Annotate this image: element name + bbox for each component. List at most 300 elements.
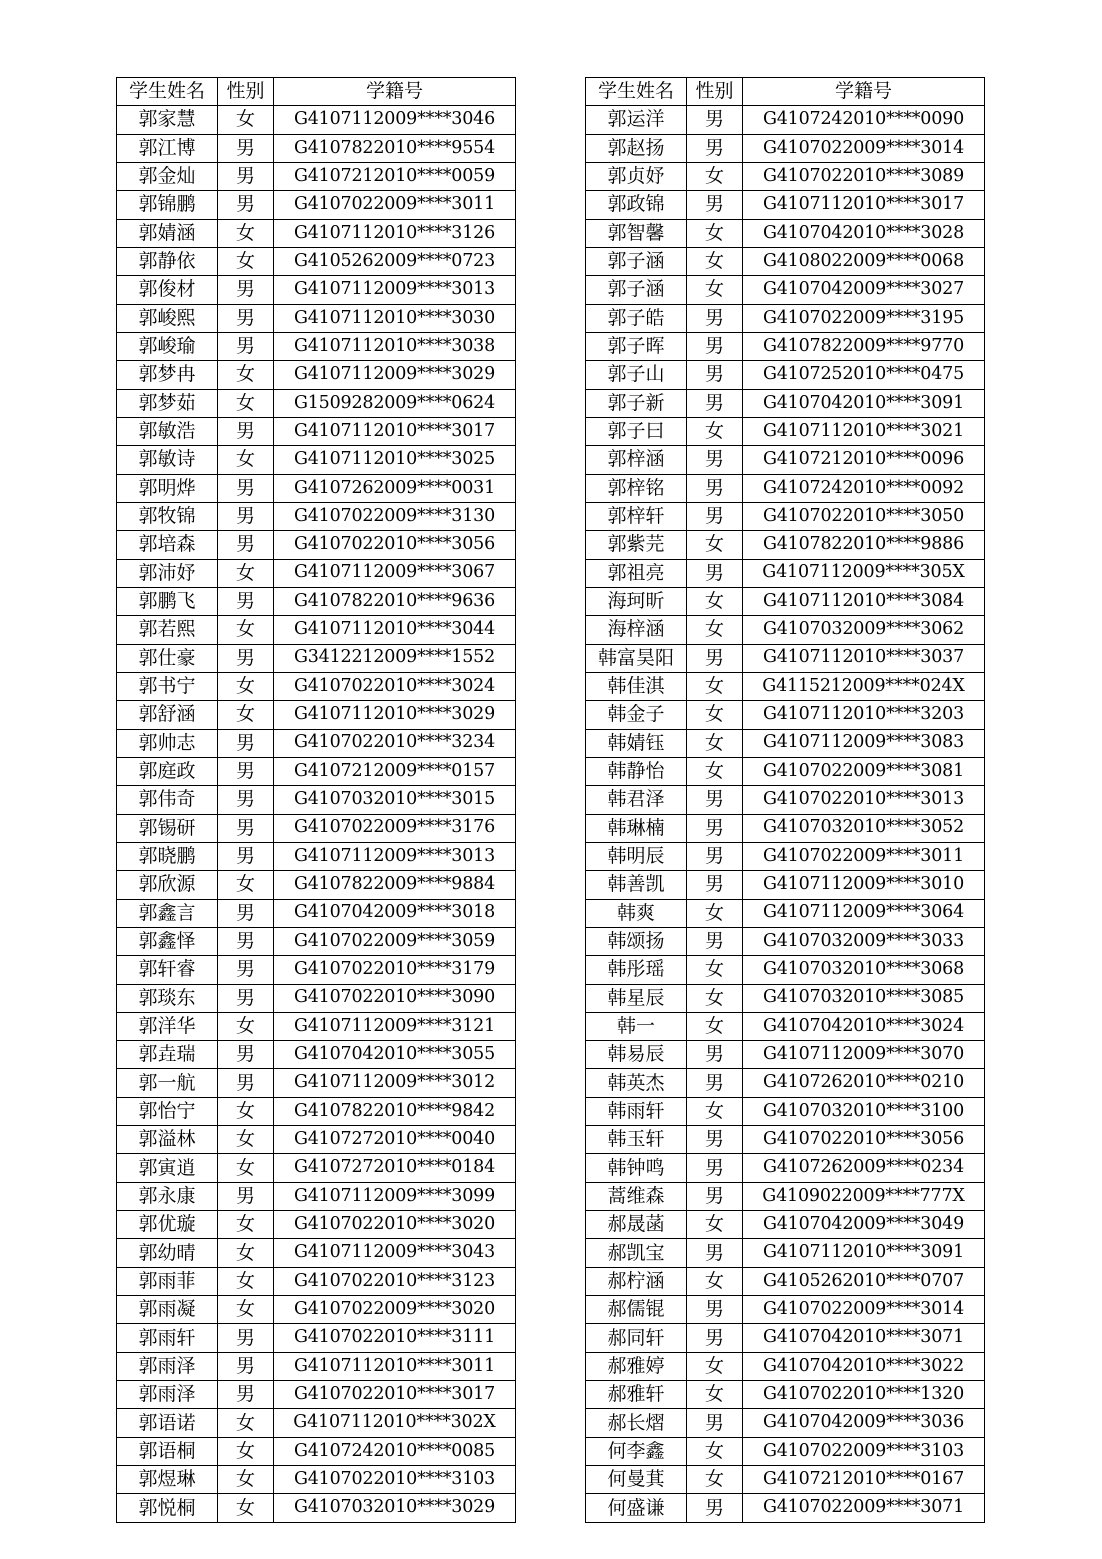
header-id: 学籍号 (743, 78, 985, 106)
student-gender: 女 (687, 1012, 743, 1040)
student-gender: 男 (218, 134, 274, 162)
table-row (586, 332, 985, 360)
student-name: 郭子涵 (586, 276, 687, 304)
student-name: 郝雅轩 (586, 1381, 687, 1409)
student-gender: 女 (218, 1494, 274, 1522)
student-gender: 男 (218, 927, 274, 955)
student-gender: 女 (687, 1381, 743, 1409)
student-id: G4107212010****0096 (743, 446, 985, 474)
header-id: 学籍号 (274, 78, 516, 106)
student-name: 郭悦桐 (117, 1494, 218, 1522)
student-id: G4107042010****3022 (743, 1352, 985, 1380)
student-id: G4107022010****3013 (743, 786, 985, 814)
student-gender: 男 (687, 814, 743, 842)
student-gender: 男 (218, 1381, 274, 1409)
student-gender: 男 (687, 1296, 743, 1324)
student-name: 韩善凯 (586, 871, 687, 899)
student-name: 海珂昕 (586, 587, 687, 615)
student-gender: 男 (687, 559, 743, 587)
table-row (117, 587, 516, 615)
student-id: G4107042010****3028 (743, 219, 985, 247)
table-row (117, 446, 516, 474)
student-name: 郭敏浩 (117, 417, 218, 445)
table-row (117, 1267, 516, 1295)
student-gender: 男 (687, 927, 743, 955)
student-name: 郭雨轩 (117, 1324, 218, 1352)
student-name: 郭语桐 (117, 1437, 218, 1465)
table-row (117, 474, 516, 502)
student-id: G4107112010****3091 (743, 1239, 985, 1267)
table-row (586, 1324, 985, 1352)
student-name: 蒿维森 (586, 1182, 687, 1210)
student-name: 郭雨凝 (117, 1296, 218, 1324)
table-body-left (117, 106, 516, 1522)
student-name: 韩静怡 (586, 757, 687, 785)
table-row (586, 219, 985, 247)
student-name: 郭垚瑞 (117, 1041, 218, 1069)
student-id: G4107022009****3011 (274, 191, 516, 219)
table-row (586, 927, 985, 955)
student-gender: 男 (687, 1182, 743, 1210)
table-row (586, 247, 985, 275)
student-id: G4107022009****3081 (743, 757, 985, 785)
student-gender: 男 (218, 162, 274, 190)
table-row (117, 106, 516, 134)
student-name: 郝同轩 (586, 1324, 687, 1352)
student-id: G4107112010****302X (274, 1409, 516, 1437)
student-name: 郭幼晴 (117, 1239, 218, 1267)
student-gender: 男 (687, 332, 743, 360)
student-id: G4107112009****3099 (274, 1182, 516, 1210)
student-name: 郭怡宁 (117, 1097, 218, 1125)
table-row (117, 956, 516, 984)
student-gender: 男 (218, 1352, 274, 1380)
student-id: G4107112009****3029 (274, 361, 516, 389)
table-row (586, 1409, 985, 1437)
student-name: 郭婧涵 (117, 219, 218, 247)
student-gender: 男 (687, 361, 743, 389)
student-name: 郭梓铭 (586, 474, 687, 502)
student-name: 郭庭政 (117, 757, 218, 785)
student-name: 郭洋华 (117, 1012, 218, 1040)
student-id: G4107272010****0184 (274, 1154, 516, 1182)
table-row (586, 389, 985, 417)
header-gender: 性别 (687, 78, 743, 106)
student-name: 郭伟奇 (117, 786, 218, 814)
table-row (586, 1012, 985, 1040)
student-id: G4107022009****3130 (274, 502, 516, 530)
table-row (117, 1409, 516, 1437)
header-row (117, 78, 516, 106)
table-row (586, 361, 985, 389)
student-gender: 男 (687, 842, 743, 870)
header-gender: 性别 (218, 78, 274, 106)
student-name: 郝儒锟 (586, 1296, 687, 1324)
student-id: G4107032010****3029 (274, 1494, 516, 1522)
table-row (586, 1211, 985, 1239)
student-id: G4107022009****3195 (743, 304, 985, 332)
student-gender: 女 (218, 1012, 274, 1040)
student-name: 郭沛妤 (117, 559, 218, 587)
student-id: G4107112009****3043 (274, 1239, 516, 1267)
student-id: G4107022010****3056 (274, 531, 516, 559)
student-name: 郭书宁 (117, 672, 218, 700)
student-id: G4107262009****0234 (743, 1154, 985, 1182)
table-row (586, 587, 985, 615)
table-row (586, 757, 985, 785)
student-gender: 男 (218, 587, 274, 615)
student-gender: 女 (218, 1267, 274, 1295)
table-row (586, 1466, 985, 1494)
student-id: G4107112009****3121 (274, 1012, 516, 1040)
student-name: 郭峻瑜 (117, 332, 218, 360)
student-gender: 女 (218, 672, 274, 700)
table-row (586, 1267, 985, 1295)
table-row (117, 304, 516, 332)
student-name: 郭雨菲 (117, 1267, 218, 1295)
student-id: G4107822010****9554 (274, 134, 516, 162)
student-gender: 男 (687, 644, 743, 672)
student-name: 郭优璇 (117, 1211, 218, 1239)
student-id: G4107212009****0157 (274, 757, 516, 785)
student-id: G4107822010****9842 (274, 1097, 516, 1125)
student-id: G3412212009****1552 (274, 644, 516, 672)
table-row (117, 1352, 516, 1380)
table-row (117, 1466, 516, 1494)
student-id: G4108022009****0068 (743, 247, 985, 275)
student-name: 郭一航 (117, 1069, 218, 1097)
student-name: 郭子新 (586, 389, 687, 417)
student-id: G4107042010****3055 (274, 1041, 516, 1069)
table-row (117, 389, 516, 417)
student-id: G4107022010****3056 (743, 1126, 985, 1154)
student-id: G4107042009****3036 (743, 1409, 985, 1437)
student-id: G4107252010****0475 (743, 361, 985, 389)
student-gender: 男 (218, 899, 274, 927)
student-name: 韩富昊阳 (586, 644, 687, 672)
student-gender: 男 (218, 502, 274, 530)
student-name: 郭雨泽 (117, 1352, 218, 1380)
table-row (586, 701, 985, 729)
student-name: 郭运洋 (586, 106, 687, 134)
student-name: 郭寅逍 (117, 1154, 218, 1182)
student-gender: 女 (687, 984, 743, 1012)
table-row (117, 1182, 516, 1210)
student-name: 郭煜琳 (117, 1466, 218, 1494)
table-row (117, 984, 516, 1012)
student-id: G4115212009****024X (743, 672, 985, 700)
student-gender: 女 (218, 871, 274, 899)
student-gender: 女 (687, 219, 743, 247)
student-id: G4107112010****3021 (743, 417, 985, 445)
student-gender: 男 (218, 417, 274, 445)
student-name: 郭帅志 (117, 729, 218, 757)
student-id: G4107042010****3071 (743, 1324, 985, 1352)
student-gender: 女 (687, 1466, 743, 1494)
student-name: 郭琰东 (117, 984, 218, 1012)
student-gender: 女 (687, 587, 743, 615)
student-id: G4107112010****3017 (743, 191, 985, 219)
table-row (586, 1239, 985, 1267)
table-row (586, 304, 985, 332)
student-name: 何曼萁 (586, 1466, 687, 1494)
student-name: 郭欣源 (117, 871, 218, 899)
student-id: G4107022009****3014 (743, 1296, 985, 1324)
student-gender: 女 (218, 1437, 274, 1465)
student-name: 郭鑫言 (117, 899, 218, 927)
table-row (586, 191, 985, 219)
student-gender: 女 (687, 1352, 743, 1380)
student-name: 韩易辰 (586, 1041, 687, 1069)
table-row (117, 899, 516, 927)
student-gender: 女 (218, 1154, 274, 1182)
student-gender: 男 (218, 304, 274, 332)
student-id: G4107032009****3033 (743, 927, 985, 955)
student-gender: 女 (687, 672, 743, 700)
student-name: 郭梦茹 (117, 389, 218, 417)
student-id: G4107042010****3024 (743, 1012, 985, 1040)
student-id: G4107022009****3071 (743, 1494, 985, 1522)
student-name: 郭家慧 (117, 106, 218, 134)
student-name: 郭贞妤 (586, 162, 687, 190)
student-name: 何李鑫 (586, 1437, 687, 1465)
student-gender: 女 (218, 616, 274, 644)
student-gender: 男 (687, 134, 743, 162)
student-gender: 男 (218, 757, 274, 785)
student-gender: 女 (218, 1126, 274, 1154)
table-row (586, 502, 985, 530)
student-gender: 女 (687, 417, 743, 445)
student-gender: 女 (687, 1437, 743, 1465)
student-name: 韩雨轩 (586, 1097, 687, 1125)
student-name: 郭溢林 (117, 1126, 218, 1154)
student-gender: 男 (218, 1324, 274, 1352)
student-id: G4107212010****0059 (274, 162, 516, 190)
student-gender: 女 (687, 899, 743, 927)
student-gender: 女 (218, 361, 274, 389)
student-name: 郭梦冉 (117, 361, 218, 389)
student-id: G4107022010****3179 (274, 956, 516, 984)
table-row (117, 786, 516, 814)
table-row (586, 616, 985, 644)
student-id: G4107112009****3070 (743, 1041, 985, 1069)
student-name: 韩星辰 (586, 984, 687, 1012)
table-row (586, 899, 985, 927)
student-name: 郭子涵 (586, 247, 687, 275)
student-id: G4107022010****3089 (743, 162, 985, 190)
table-row (586, 1069, 985, 1097)
student-name: 郭赵扬 (586, 134, 687, 162)
table-row (586, 1494, 985, 1522)
table-row (586, 956, 985, 984)
student-id: G4107262010****0210 (743, 1069, 985, 1097)
student-name: 韩颂扬 (586, 927, 687, 955)
student-id: G4107112010****3044 (274, 616, 516, 644)
table-row (586, 1041, 985, 1069)
student-name: 郭锦鹏 (117, 191, 218, 219)
student-id: G4107022010****3050 (743, 502, 985, 530)
table-row (117, 1069, 516, 1097)
student-name: 韩琳楠 (586, 814, 687, 842)
student-id: G4107112010****3029 (274, 701, 516, 729)
table-row (117, 219, 516, 247)
student-gender: 女 (218, 247, 274, 275)
header-name: 学生姓名 (586, 78, 687, 106)
student-id: G4107112009****3046 (274, 106, 516, 134)
student-id: G4107032010****3052 (743, 814, 985, 842)
table-row (117, 842, 516, 870)
student-id: G4107242010****0090 (743, 106, 985, 134)
student-name: 韩佳淇 (586, 672, 687, 700)
table-row (117, 1041, 516, 1069)
student-name: 韩钟鸣 (586, 1154, 687, 1182)
student-gender: 女 (687, 247, 743, 275)
student-gender: 男 (687, 1324, 743, 1352)
student-gender: 女 (687, 1267, 743, 1295)
student-gender: 女 (687, 276, 743, 304)
table-row (117, 531, 516, 559)
student-gender: 女 (218, 389, 274, 417)
table-row (117, 644, 516, 672)
table-row (117, 276, 516, 304)
student-id: G4107272010****0040 (274, 1126, 516, 1154)
table-row (117, 361, 516, 389)
table-row (117, 162, 516, 190)
table-row (117, 1437, 516, 1465)
student-gender: 女 (687, 531, 743, 559)
student-name: 郭俊材 (117, 276, 218, 304)
student-name: 郭子皓 (586, 304, 687, 332)
student-name: 郭政锦 (586, 191, 687, 219)
table-row (117, 1381, 516, 1409)
table-row (586, 417, 985, 445)
student-gender: 女 (218, 106, 274, 134)
student-gender: 男 (687, 304, 743, 332)
student-name: 郭金灿 (117, 162, 218, 190)
student-gender: 男 (687, 786, 743, 814)
student-id: G4107022010****3024 (274, 672, 516, 700)
student-name: 郭鑫怿 (117, 927, 218, 955)
student-name: 郭仕豪 (117, 644, 218, 672)
table-row (586, 786, 985, 814)
student-gender: 女 (687, 1211, 743, 1239)
student-gender: 男 (218, 1041, 274, 1069)
table-row (586, 1182, 985, 1210)
student-name: 郭峻熙 (117, 304, 218, 332)
header-row (586, 78, 985, 106)
student-id: G4107112010****3084 (743, 587, 985, 615)
student-id: G4107042009****3018 (274, 899, 516, 927)
student-gender: 女 (687, 1097, 743, 1125)
table-row (586, 1381, 985, 1409)
table-row (586, 814, 985, 842)
student-name: 郭祖亮 (586, 559, 687, 587)
student-id: G4107242010****0092 (743, 474, 985, 502)
student-name: 郭轩睿 (117, 956, 218, 984)
student-gender: 女 (687, 729, 743, 757)
student-gender: 女 (218, 701, 274, 729)
student-gender: 男 (687, 1154, 743, 1182)
table-body-right (586, 106, 985, 1522)
table-row (586, 1126, 985, 1154)
student-id: G4107112010****3126 (274, 219, 516, 247)
table-row (586, 446, 985, 474)
table-row (586, 644, 985, 672)
table-row (117, 1126, 516, 1154)
table-row (117, 672, 516, 700)
student-gender: 男 (218, 1069, 274, 1097)
table-row (586, 1097, 985, 1125)
student-id: G4109022009****777X (743, 1182, 985, 1210)
student-name: 郭子晖 (586, 332, 687, 360)
student-name: 何盛谦 (586, 1494, 687, 1522)
student-name: 韩金子 (586, 701, 687, 729)
student-id: G4107022010****1320 (743, 1381, 985, 1409)
table-row (586, 1154, 985, 1182)
student-name: 郝凯宝 (586, 1239, 687, 1267)
table-row (117, 247, 516, 275)
student-id: G4107112009****3067 (274, 559, 516, 587)
student-id: G4107042009****3049 (743, 1211, 985, 1239)
student-id: G4107112009****305X (743, 559, 985, 587)
student-name: 韩英杰 (586, 1069, 687, 1097)
student-name: 郭静依 (117, 247, 218, 275)
student-gender: 男 (218, 276, 274, 304)
student-gender: 男 (218, 842, 274, 870)
student-gender: 男 (687, 1494, 743, 1522)
student-id: G4107262009****0031 (274, 474, 516, 502)
student-id: G4107112010****3017 (274, 417, 516, 445)
student-name: 郭舒涵 (117, 701, 218, 729)
table-row (586, 559, 985, 587)
student-name: 韩君泽 (586, 786, 687, 814)
student-gender: 男 (687, 1069, 743, 1097)
student-gender: 男 (218, 191, 274, 219)
student-gender: 女 (218, 1239, 274, 1267)
table-row (117, 1239, 516, 1267)
student-name: 郭紫芫 (586, 531, 687, 559)
student-id: G4107112009****3013 (274, 276, 516, 304)
student-gender: 女 (218, 446, 274, 474)
student-gender: 男 (687, 446, 743, 474)
student-gender: 男 (687, 871, 743, 899)
student-gender: 男 (218, 644, 274, 672)
student-gender: 男 (218, 1182, 274, 1210)
student-id: G4107032010****3085 (743, 984, 985, 1012)
student-name: 郭锡研 (117, 814, 218, 842)
student-name: 韩玉轩 (586, 1126, 687, 1154)
table-row (586, 531, 985, 559)
table-row (586, 729, 985, 757)
table-row (117, 814, 516, 842)
student-gender: 男 (218, 332, 274, 360)
table-row (117, 417, 516, 445)
student-gender: 女 (218, 1409, 274, 1437)
student-id: G4107112010****3203 (743, 701, 985, 729)
student-gender: 男 (218, 531, 274, 559)
student-name: 郝晟菡 (586, 1211, 687, 1239)
table-row (117, 1097, 516, 1125)
table-row (586, 134, 985, 162)
student-gender: 男 (218, 956, 274, 984)
student-name: 郭子曰 (586, 417, 687, 445)
student-gender: 男 (218, 984, 274, 1012)
student-name: 韩一 (586, 1012, 687, 1040)
table-row (586, 1296, 985, 1324)
student-name: 韩爽 (586, 899, 687, 927)
table-row (117, 1324, 516, 1352)
table-row (586, 871, 985, 899)
